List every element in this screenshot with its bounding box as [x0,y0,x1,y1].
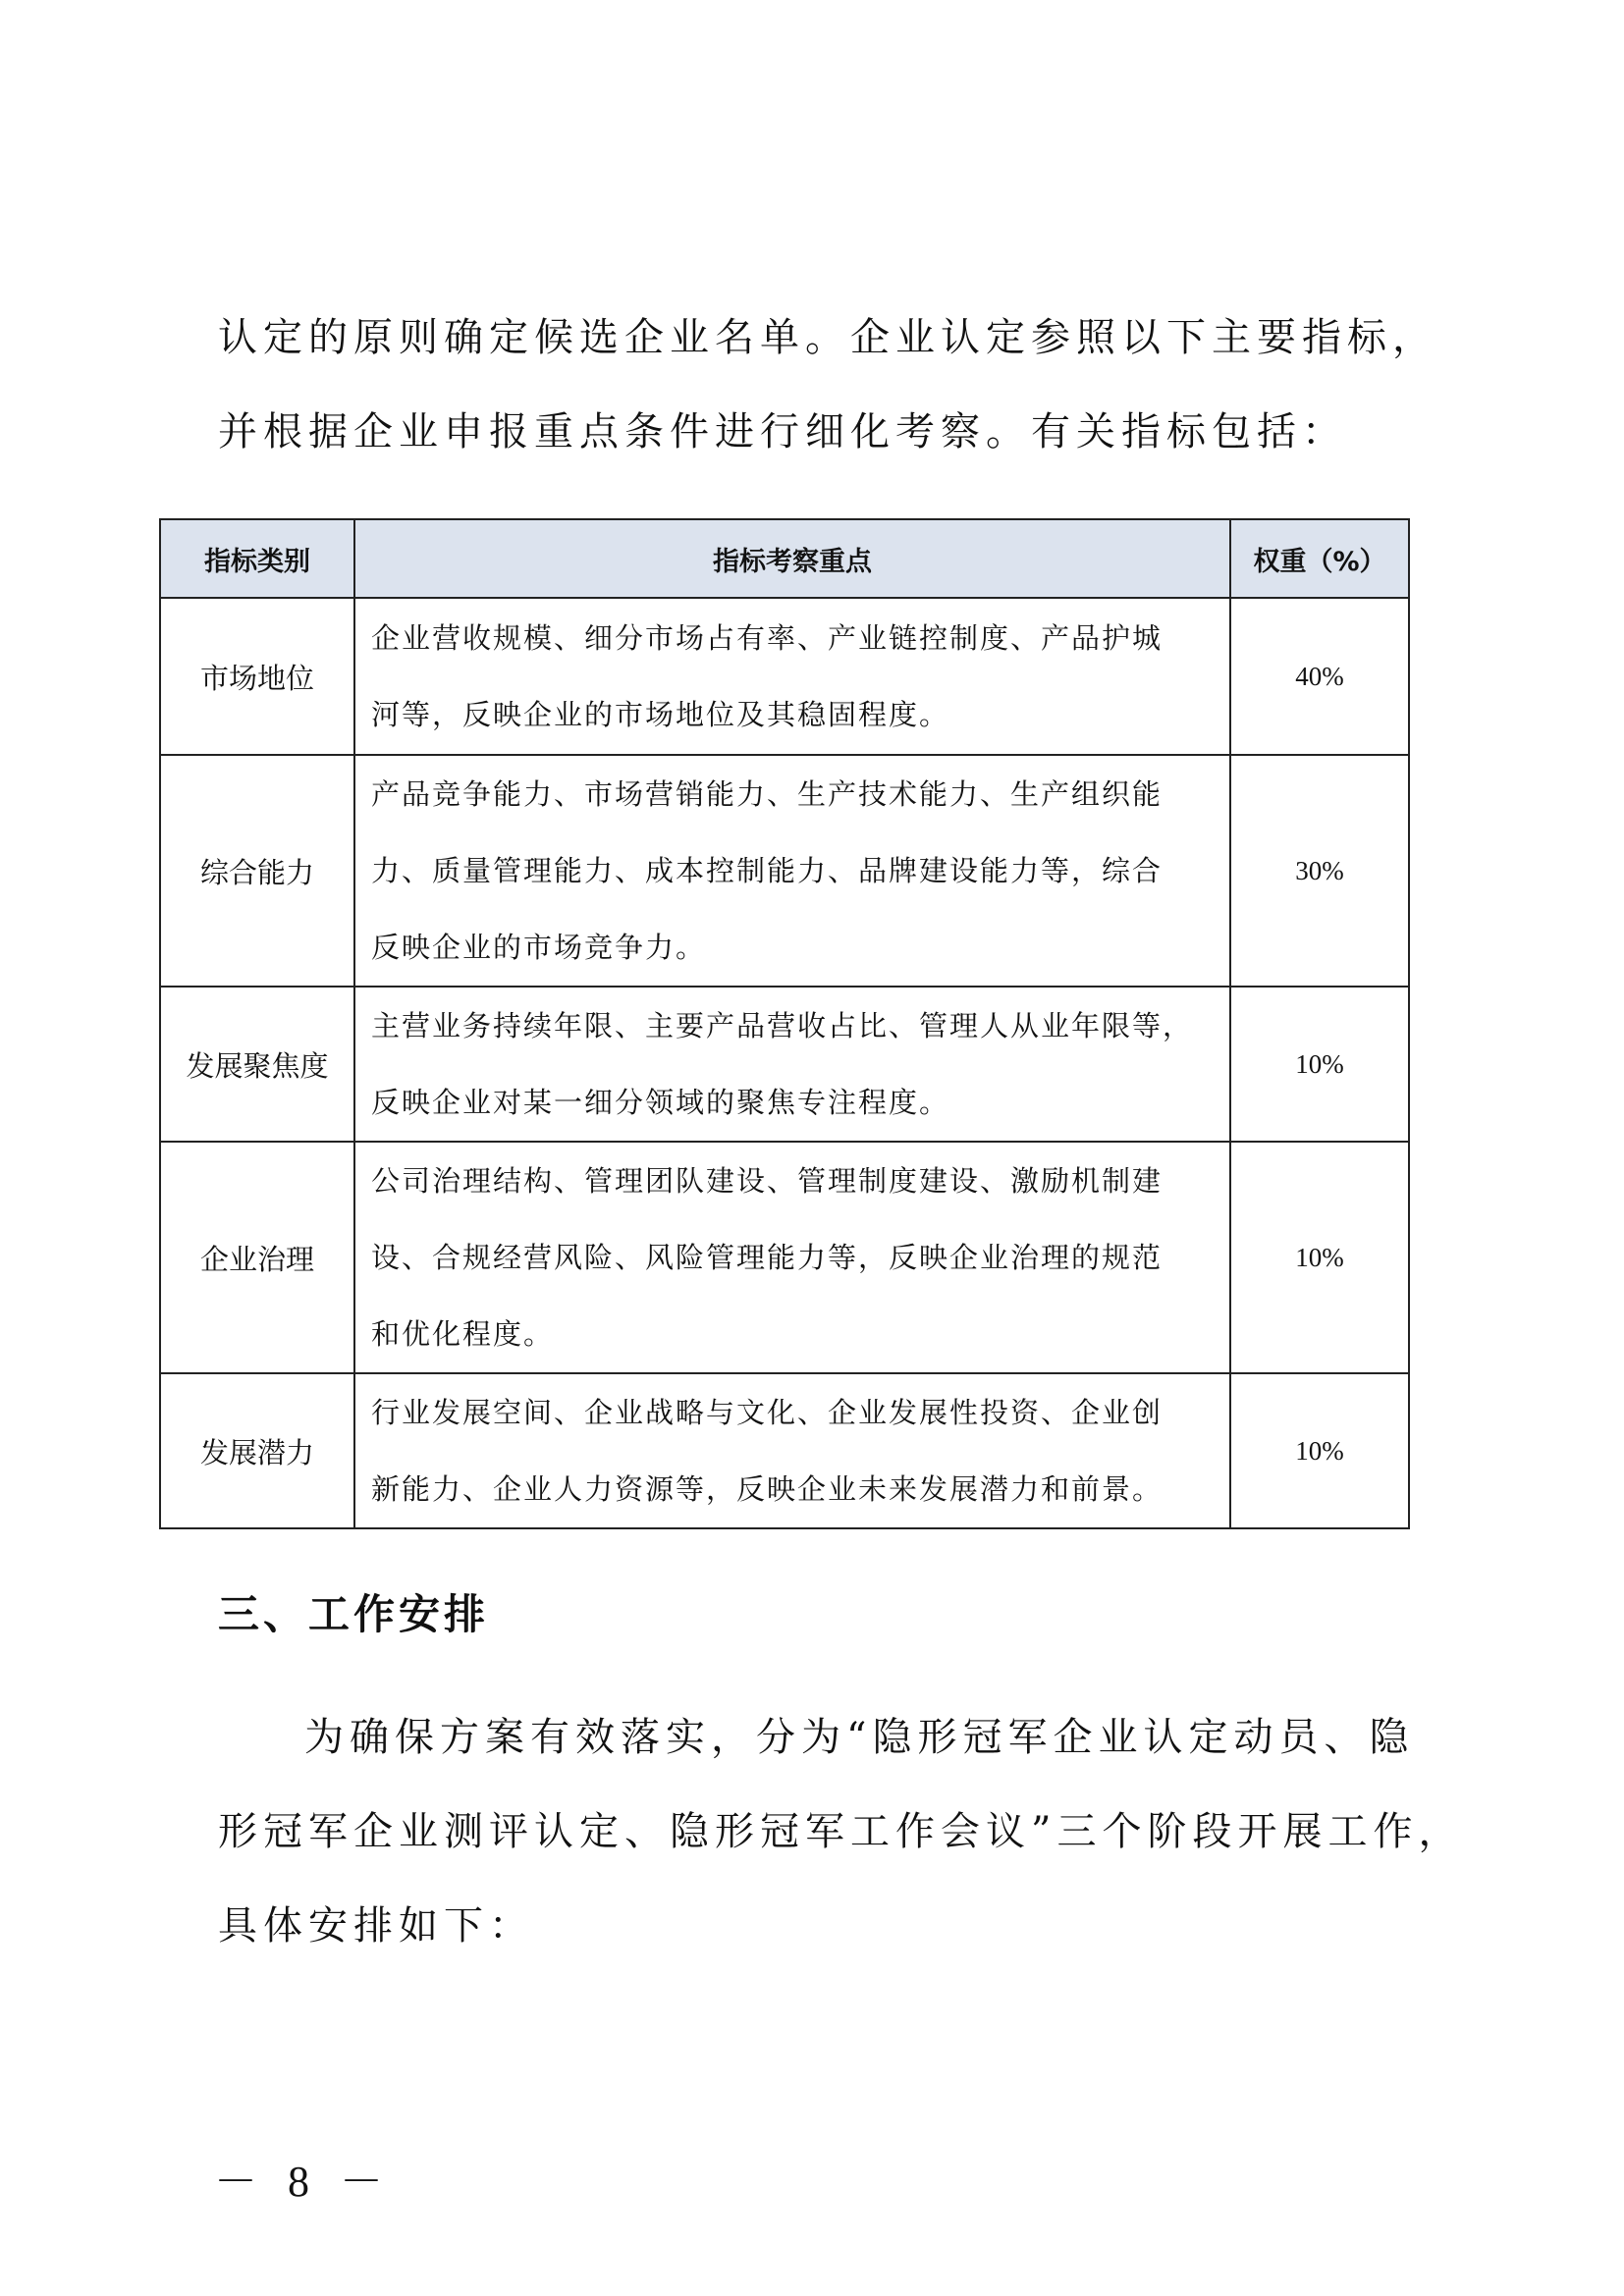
plan-paragraph [218,1690,1464,1973]
row-description [354,755,1230,987]
header-category: 指标类别 [160,519,354,598]
row-category: 发展聚焦度 [160,987,354,1142]
row-weight: 10% [1230,1373,1409,1528]
intro-line-1: 认定的原则确定候选企业名单。企业认定参照以下主要指标， [218,315,1437,360]
desc-line: 河等，反映企业的市场地位及其稳固程度。 [371,698,950,731]
intro-line-2: 并根据企业申报重点条件进行细化考察。有关指标包括： [218,409,1347,454]
table-header-row [160,519,1409,598]
section-heading: 三、工作安排 [218,1590,490,1638]
row-category: 市场地位 [160,598,354,755]
header-focus: 指标考察重点 [354,519,1230,598]
desc-line: 和优化程度。 [371,1317,555,1351]
desc-line: 反映企业对某一细分领域的聚焦专注程度。 [371,1086,950,1119]
row-description [354,987,1230,1142]
table-row [160,1142,1409,1373]
plan-line-3: 具体安排如下： [218,1903,534,1949]
row-description [354,598,1230,755]
row-weight: 10% [1230,987,1409,1142]
desc-line: 主营业务持续年限、主要产品营收占比、管理人从业年限等， [371,1009,1194,1042]
row-category: 综合能力 [160,755,354,987]
desc-line: 公司治理结构、管理团队建设、管理制度建设、激励机制建 [371,1164,1164,1198]
row-weight: 10% [1230,1142,1409,1373]
table-row [160,1373,1409,1528]
row-weight: 40% [1230,598,1409,755]
intro-paragraph [218,291,1437,479]
row-category: 发展潜力 [160,1373,354,1528]
row-category: 企业治理 [160,1142,354,1373]
desc-line: 行业发展空间、企业战略与文化、企业发展性投资、企业创 [371,1396,1164,1429]
table-row [160,755,1409,987]
row-description [354,1142,1230,1373]
row-description [354,1373,1230,1528]
indicator-table [159,518,1410,1529]
plan-line-2: 形冠军企业测评认定、隐形冠军工作会议”三个阶段开展工作， [218,1809,1464,1854]
plan-line-1: 为确保方案有效落实，分为“隐形冠军企业认定动员、隐 [304,1715,1415,1760]
table-row [160,598,1409,755]
desc-line: 力、质量管理能力、成本控制能力、品牌建设能力等，综合 [371,854,1164,887]
desc-line: 产品竞争能力、市场营销能力、生产技术能力、生产组织能 [371,777,1164,811]
row-weight: 30% [1230,755,1409,987]
page-number: － 8 － [214,2158,393,2206]
header-weight: 权重（%） [1230,519,1409,598]
desc-line: 设、合规经营风险、风险管理能力等，反映企业治理的规范 [371,1241,1164,1274]
desc-line: 企业营收规模、细分市场占有率、产业链控制度、产品护城 [371,621,1164,655]
table-row [160,987,1409,1142]
desc-line: 反映企业的市场竞争力。 [371,931,707,964]
desc-line: 新能力、企业人力资源等，反映企业未来发展潜力和前景。 [371,1472,1164,1506]
